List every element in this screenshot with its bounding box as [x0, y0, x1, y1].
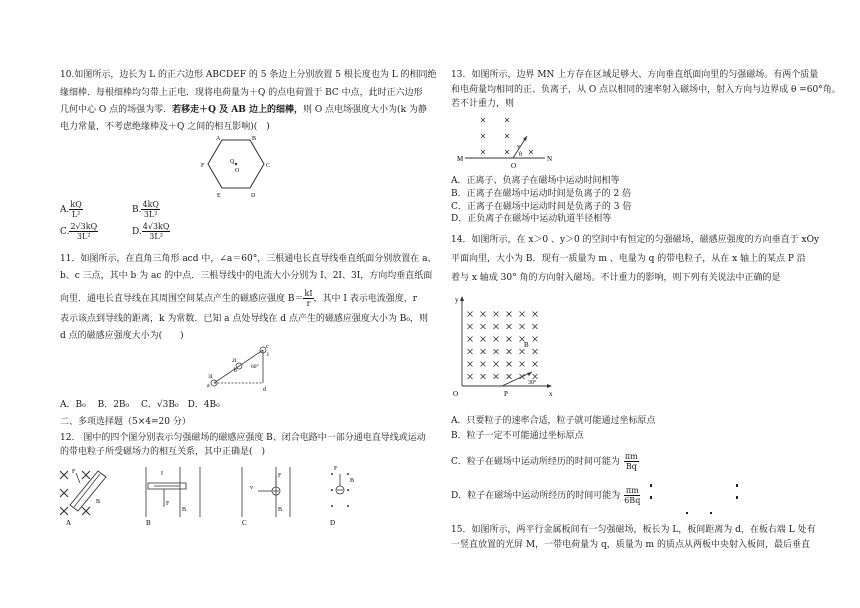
- q10-line2: 缘细棒．每根细棒均匀带上正电．现将电荷量为＋Q 的点电荷置于 BC 中点，此时正六边形: [60, 88, 423, 98]
- label-a: a: [207, 383, 210, 389]
- svg-text:F: F: [166, 501, 170, 507]
- svg-text:30°: 30°: [528, 380, 537, 386]
- q12-label-c: C: [242, 519, 247, 527]
- q14-line2: 平面向里，大小为 B．现有一质量为 m 、电量为 q 的带电粒子，从在 x 轴上的某点 P 沿: [451, 254, 806, 264]
- label-2I: 2I: [232, 358, 237, 364]
- section2-heading: 二、多项选择题（5×4=20 分）: [60, 417, 191, 427]
- q12-line2: 的带电粒子所受磁场力的相互关系，其中正确是( ): [60, 447, 266, 457]
- q10-line4: 电力常量，不考虑绝缘棒及＋Q 之间的相互影响)( ): [60, 122, 270, 132]
- label-3I: 3I: [208, 374, 213, 380]
- q14-line1: 14．如图所示，在 x＞0 、y＞0 的空间中有恒定的匀强磁场，磁感应强度的方向垂直于 xOy: [451, 235, 820, 245]
- svg-text:x: x: [549, 390, 553, 398]
- q12-line1: 12. 图中的四个图分别表示匀强磁场的磁感应强度 B、闭合电路中一部分通电直导线或运动: [60, 433, 426, 443]
- q13-line2: 和电荷量均相同的正、负离子，从 O 点以相同的速率射入磁场中，射入方向与边界成 θ =60°角。: [451, 85, 841, 95]
- svg-text:B: B: [350, 478, 355, 484]
- q10-line1: 10.如图所示，边长为 L 的正六边形 ABCDEF 的 5 条边上分别放置 5 根长度也为 L 的相同绝: [60, 70, 437, 80]
- svg-text:B: B: [278, 507, 283, 513]
- svg-text:B: B: [96, 499, 101, 505]
- q10-line3-a: 几何中心 O 点的场强为零．: [60, 105, 173, 115]
- q10-line3-bold: 若移走＋Q 及 AB 边上的细棒，: [172, 105, 303, 115]
- label-O: O: [235, 168, 240, 174]
- q14-option-b[interactable]: B．粒子一定不可能通过坐标原点: [451, 431, 584, 441]
- svg-text:F: F: [334, 466, 338, 472]
- label-Q: Q: [230, 159, 235, 165]
- q12-label-a: A: [66, 519, 72, 527]
- q12-figure-b: [140, 465, 210, 525]
- q15-line1: 15．如图所示，两平行金属板间有一匀强磁场，板长为 L，板间距离为 d，在板右端 L 处有: [451, 525, 816, 535]
- q12-figure-d: [320, 462, 370, 526]
- q12-figure-c: [232, 465, 292, 525]
- q11-line3: 向里．通电长直导线在其周围空间某点产生的磁感应强度 B＝ $\frac{kI}{r}$ ，其中 I 表示电流强度，r: [60, 289, 418, 308]
- q10-option-b[interactable]: B. $\frac{4kQ}{\text{3L²}}$: [132, 200, 159, 219]
- svg-text:v: v: [250, 485, 253, 491]
- svg-text:P: P: [504, 390, 508, 398]
- q10-option-c[interactable]: C. $\frac{2√3kQ}{\text{3L²}}$: [60, 222, 98, 241]
- q13-boundary-figure: [455, 112, 565, 170]
- q14-coordinate-figure: [450, 292, 560, 402]
- label-60: 60°: [251, 364, 259, 370]
- q10-option-a[interactable]: A. $\frac{kQ}{\text{L²}}$: [60, 200, 82, 219]
- q12-label-d: D: [330, 519, 336, 527]
- label-c: c: [266, 344, 269, 350]
- q14-option-c[interactable]: C．粒子在磁场中运动所经历的时间可能为 $\frac{\pi m}{Bq}$: [451, 452, 638, 471]
- q13-line3: 若不计重力，则: [451, 99, 515, 109]
- svg-text:N: N: [547, 155, 553, 163]
- svg-text:O: O: [511, 162, 517, 170]
- q12-figure-a: [58, 465, 118, 525]
- svg-text:F: F: [278, 473, 282, 479]
- q10-option-d[interactable]: D. $\frac{4√3kQ}{\text{3L²}}$: [132, 222, 170, 241]
- label-I: I: [267, 352, 269, 358]
- label-F: F: [201, 163, 205, 169]
- label-B: B: [252, 136, 257, 142]
- svg-text:y: y: [455, 296, 459, 304]
- q13-option-a[interactable]: A．正离子、负离子在磁场中运动时间相等: [451, 176, 620, 186]
- q11-triangle-figure: [198, 343, 278, 393]
- q11-line2: b、c 三点，其中 b 为 ac 的中点．三根导线中的电流大小分别为 I、2I、3I，方向均垂直纸面: [60, 271, 433, 281]
- q14-option-d[interactable]: D．粒子在磁场中运动所经历的时间可能为 $\frac{\pi m}{6Bq}$: [451, 486, 641, 505]
- q10-line3-c: 则 O 点电场强度大小为(k 为静: [302, 105, 427, 115]
- q14-option-a[interactable]: A．只要粒子的速率合适，粒子就可能通过坐标原点: [451, 416, 656, 426]
- q13-line1: 13．如图所示，边界 MN 上方存在区域足够大、方向垂直纸面向里的匀强磁场。有两个质量: [451, 70, 819, 80]
- label-E: E: [217, 193, 221, 199]
- label-D: D: [251, 193, 256, 199]
- label-A: A: [216, 136, 221, 142]
- scan-dots: [650, 480, 750, 520]
- svg-text:O: O: [453, 390, 459, 398]
- q13-option-d[interactable]: D．正负离子在磁场中运动轨道半径相等: [451, 214, 612, 224]
- svg-text:I: I: [161, 471, 163, 477]
- svg-text:B: B: [524, 341, 529, 349]
- q11-line1: 11．如图所示，在直角三角形 acd 中，∠a＝60°，三根通电长直导线垂直纸面分别放置在 a、: [60, 254, 437, 264]
- q15-line2: 一竖直放置的光屏 M，一带电荷量为 q，质量为 m 的质点从两板中央射入板间，最后垂直: [451, 540, 810, 550]
- label-C: C: [266, 163, 271, 169]
- q12-label-b: B: [146, 519, 151, 527]
- svg-text:B: B: [182, 507, 187, 513]
- q14-line3: 着与 x 轴成 30° 角的方向射入磁场。不计重力的影响，则下列有关说法中正确的是: [451, 273, 781, 283]
- label-d: d: [263, 387, 266, 393]
- svg-text:θ: θ: [519, 152, 522, 158]
- q11-line5: d 点的磁感应强度大小为( ): [60, 331, 184, 341]
- q10-hexagon-figure: [200, 135, 280, 199]
- svg-text:v: v: [517, 144, 520, 150]
- q11-options[interactable]: A．B₀ B．2B₀ C．√3B₀ D．4B₀: [60, 400, 220, 410]
- label-b: b: [234, 368, 237, 374]
- q13-option-b[interactable]: B．正离子在磁场中运动时间是负离子的 2 倍: [451, 189, 632, 199]
- q11-line4: 表示该点到导线的距离，k 为常数．已知 a 点处导线在 d 点产生的磁感应强度大小为 B₀，则: [60, 314, 428, 324]
- svg-text:M: M: [457, 155, 464, 163]
- q13-option-c[interactable]: C．正离子在磁场中运动时间是负离子的 3 倍: [451, 202, 632, 212]
- q10-line3: [60, 104, 427, 116]
- svg-text:F: F: [72, 469, 76, 475]
